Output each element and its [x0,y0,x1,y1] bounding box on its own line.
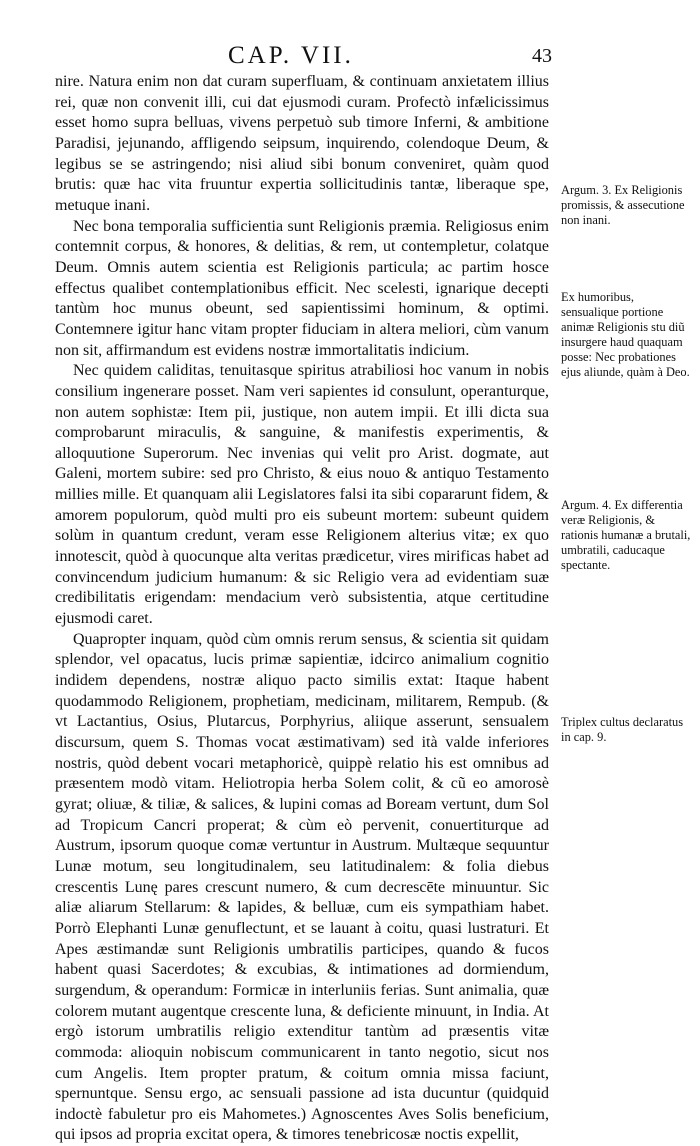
paragraph-1: nire. Natura enim non dat curam superfluam, & continuam anxietatem illius rei, quæ non convenit illi, cui dat ejusmodi curam. Profectò infælicissimus esset homo supra belluas, vivens perpetuò sub timore Inferni, & ambitione Paradisi, jejunando, affligendo seipsum, inquirendo, colendoque Deum, & legibus se se astringendo; nisi aliud sibi bonum conveniret, quàm quod brutis: quæ hac vita fruuntur expertia sollicitudinis tantæ, liberaque spe, metuque inani. [55,73,549,214]
page-number: 43 [532,45,552,67]
main-text-column [55,72,549,1146]
chapter-heading: CAP. VII. [228,42,354,69]
margin-note-humors: Ex humoribus, sensualique portione animæ Religionis stu diũ insurgere haud quaquam posse: Nec probationes ejus aliunde, quàm à Deo. [561,290,690,379]
margin-note-triplex-cultus: Triplex cultus declaratus in cap. 9. [561,715,684,744]
paragraph-3: Nec quidem caliditas, tenuitasque spiritus atrabiliosi hoc vanum in nobis consilium ingenerare posset. Nam veri sapientes id consulunt, operanturque, non autem sophistæ: Item pii, justique, non autem impii. Et illi dicta sua comprobarunt miraculis, & sanguine, & manifestis experimentis, & alloquutione Superorum. Nec invenias qui velit pro Arist. dogmate, aut Galeni, mortem subire: sed pro Christo, & eius nouo & antiquo Testamento millies mille. Et quanquam alii Legislatores falsi ita sibi copararunt fidem, & amorem populorum, quòd multi pro eis subeunt mortem: subeunt quidem solùm in quantum credunt, veram esse Religionem alterius vitæ; ex quo innotescit, quòd à quocunque alta veritas prædicetur, vires mirificas habet ad convincendum judicium humanum: & sic Religio vera ad evidentiam suæ credibilitatis erigendam: mendacium verò subsistentia, atque certitudine ejusmodi caret. [55,362,549,628]
paragraph-4: Quapropter inquam, quòd cùm omnis rerum sensus, & scientia sit quidam splendor, vel opacatus, lucis primæ sapientiæ, idcirco animalium cognitio indidem dependens, nostræ aliquo pacto similis extat: Itaque habent quodammodo Religionem, prophetiam, medicinam, militarem, Rempub. (& vt Lactantius, Osius, Plutarcus, Porphyrius, aliique asserunt, sensualem discursum, quem S. Thomas vocat æstimativam) sed ità valde inferiores nostris, quòd debent vocari metaphoricè, quippè relatio his est omnibus ad præsentem modò vitam. Heliotropia herba Solem colit, & cũ eo amorosè gyrat; oliuæ, & tiliæ, & salices, & lupini comas ad Boream vertunt, dum Sol ad Tropicum Cancri properat; & cùm eò pervenit, conuertiturque ad Austrum, ipsorum quoque comæ vertuntur in Austrum. Multæque sequuntur Lunæ motum, seu longitudinalem, seu latitudinalem: & folia diebus crescentis Lunę pares crescunt numero, & cum decrescēte minuuntur. Sic aliæ aliarum Stellarum: & lapides, & belluæ, cum eis sympathiam habet. Porrò Elephanti Lunæ genuflectunt, et se lauant à coitu, quasi lustraturi. Et Apes æstimandæ sunt Religionis umbratilis participes, quando & fucos habent quasi Sacerdotes; & excubias, & intimationes ad dormiendum, surgendum, & operandum: Formicæ in interluniis ferias. Sunt animalia, quæ colorem mutant augentque crescente luna, & deficiente minuunt, in India. At ergò istorum umbratilis religio extenditur tantùm ad præsentis vitæ commoda: alioquin nobiscum communicarent in tanto negotio, sicut nos cum Angelis. Item propter pratum, & coitum omnia missa faciunt, spernuntque. Sensu ergo, ac sensuali passione ad ista ducuntur (quidquid indoctè fabuletur pro eis Mahometes.) Agnoscentes Aves Solis beneficium, qui ipsos ad propria excitat opera, & timores tenebricosæ noctis expellit, [55,630,549,1144]
margin-note-argument-3: Argum. 3. Ex Religionis promissis, & assecutione non inani. [561,183,685,227]
paragraph-2: Nec bona temporalia sufficientia sunt Religionis præmia. Religiosus enim contemnit corpus, & honores, & delitias, & rem, ut contempletur, colatque Deum. Omnis autem scientia est Religionis particula; ac partim hosce effectus qualibet contemplationibus efficit. Nec scelesti, ignarique decepti tantùm hoc munus obeunt, sed sapientissimi hominum, & optimi. Contemnere igitur hanc vitam propter fiduciam in altera meliori, cùm vanum non sit, affirmandum est evidens nostræ immortalitatis indicium. [55,217,549,359]
margin-note-argument-4: Argum. 4. Ex differentia veræ Religionis, & rationis humanæ a brutali, umbratili, caducaque spectante. [561,498,691,572]
